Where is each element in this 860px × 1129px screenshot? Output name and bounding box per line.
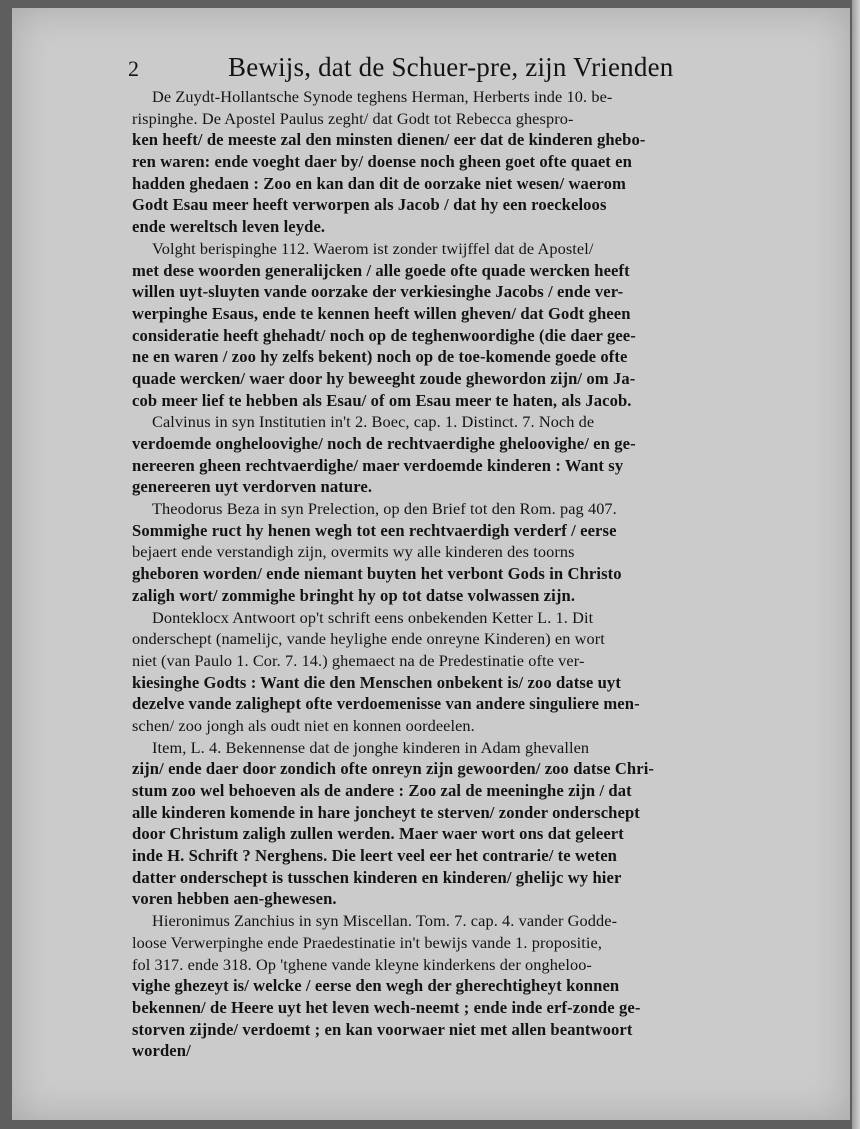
text-line: voren hebben aen-ghewesen. (132, 889, 337, 909)
text-line: rispinghe. De Apostel Paulus zeght/ dat Godt tot Rebecca ghespro- (132, 108, 574, 128)
text-line: De Zuydt-Hollantsche Synode teghens Herman, Herberts inde 10. be- (152, 87, 613, 106)
page-edge (852, 0, 860, 1129)
text-line: niet (van Paulo 1. Cor. 7. 14.) ghemaect na de Predestinatie ofte ver- (132, 650, 585, 670)
text-line: storven zijnde/ verdoemt ; en kan voorwaer niet met allen beantwoort (132, 1019, 633, 1039)
text-line: bekennen/ de Heere uyt het leven wech-neemt ; ende inde erf-zonde ge- (132, 997, 641, 1017)
text-line: Volght berispinghe 112. Waerom ist zonder twijffel dat de Apostel/ (152, 238, 594, 258)
text-line: alle kinderen komende in hare joncheyt te sterven/ zonder onderschept (132, 802, 640, 822)
text-line: Sommighe ruct hy henen wegh tot een rechtvaerdigh verderf / eerse (132, 520, 617, 540)
text-line: ne en waren / zoo hy zelfs bekent) noch op de toe-komende goede ofte (132, 347, 628, 367)
text-line: worden/ (132, 1041, 191, 1061)
running-title: Bewijs, dat de Schuer-pre, zijn Vrienden (228, 52, 674, 82)
text-line: werpinghe Esaus, ende te kennen heeft willen gheven/ dat Godt gheen (132, 303, 631, 323)
text-line: zijn/ ende daer door zondich ofte onreyn zijn gewoorden/ zoo datse Chri- (132, 759, 655, 779)
text-line: verdoemde ongheloovighe/ noch de rechtvaerdighe gheloovighe/ en ge- (132, 434, 636, 453)
text-line: nereeren gheen rechtvaerdighe/ maer verdoemde kinderen : Want sy (132, 455, 624, 475)
text-line: Item, L. 4. Bekennense dat de jonghe kinderen in Adam ghevallen (152, 737, 590, 757)
text-line: Godt Esau meer heeft verworpen als Jacob / dat hy een roeckeloos (132, 195, 607, 215)
text-line: ken heeft/ de meeste zal den minsten dienen/ eer dat de kinderen ghebo- (132, 130, 646, 150)
page-header (120, 48, 740, 84)
text-line: gheboren worden/ ende niemant buyten het verbont Gods in Christo (132, 564, 622, 584)
text-line: loose Verwerpinghe ende Praedestinatie in't bewijs vande 1. propositie, (132, 932, 603, 952)
text-line: Calvinus in syn Institutien in't 2. Boec, cap. 1. Distinct. 7. Noch de (152, 412, 595, 432)
text-line: hadden ghedaen : Zoo en kan dan dit de oorzake niet wesen/ waerom (132, 173, 626, 193)
text-line: dezelve vande zalighept ofte verdoemenisse van andere singuliere men- (132, 694, 640, 714)
text-line: Theodorus Beza in syn Prelection, op den Brief tot den Rom. pag 407. (152, 499, 617, 519)
body-text (132, 86, 792, 1062)
text-line: consideratie heeft ghehadt/ noch op de teghenwoordighe (die daer gee- (132, 325, 636, 345)
text-line: schen/ zoo jongh als oudt niet en konnen oordeelen. (132, 715, 475, 735)
text-line: genereeren uyt verdorven nature. (132, 477, 373, 497)
text-line: cob meer lief te hebben als Esau/ of om Esau meer te haten, als Jacob. (132, 390, 632, 410)
text-line: kiesinghe Godts : Want die den Menschen onbekent is/ zoo datse uyt (132, 672, 621, 692)
text-line: datter onderschept is tusschen kinderen en kinderen/ ghelijc wy hier (132, 867, 622, 887)
text-line: bejaert ende verstandigh zijn, overmits wy alle kinderen des toorns (132, 542, 575, 562)
text-line: ende wereltsch leven leyde. (132, 217, 326, 237)
text-line: onderschept (namelijc, vande heylighe ende onreyne Kinderen) en wort (132, 629, 605, 649)
text-line: stum zoo wel behoeven als de andere : Zoo zal de meeninghe zijn / dat (132, 781, 632, 800)
text-line: willen uyt-sluyten vande oorzake der verkiesinghe Jacobs / ende ver- (132, 282, 624, 302)
text-line: Hieronimus Zanchius in syn Miscellan. Tom. 7. cap. 4. vander Godde- (152, 911, 618, 931)
text-line: zaligh wort/ zommighe bringht hy op tot datse volwassen zijn. (132, 585, 576, 605)
text-line: inde H. Schrift ? Nerghens. Die leert veel eer het contrarie/ te weten (132, 846, 617, 866)
text-line: door Christum zaligh zullen werden. Maer waer wort ons dat geleert (132, 824, 624, 844)
text-line: quade wercken/ waer door hy beweeght zoude ghewordon zijn/ om Ja- (132, 368, 636, 388)
text-line: Donteklocx Antwoort op't schrift eens onbekenden Ketter L. 1. Dit (152, 607, 594, 627)
text-line: vighe ghezeyt is/ welcke / eerse den wegh der gherechtigheyt konnen (132, 976, 620, 996)
text-line: ren waren: ende voeght daer by/ doense noch gheen goet ofte quaet en (132, 152, 632, 172)
page-number: 2 (128, 56, 139, 81)
text-line: met dese woorden generalijcken / alle goede ofte quade wercken heeft (132, 260, 630, 280)
text-line: fol 317. ende 318. Op 'tghene vande kleyne kinderkens der ongheloo- (132, 954, 592, 974)
